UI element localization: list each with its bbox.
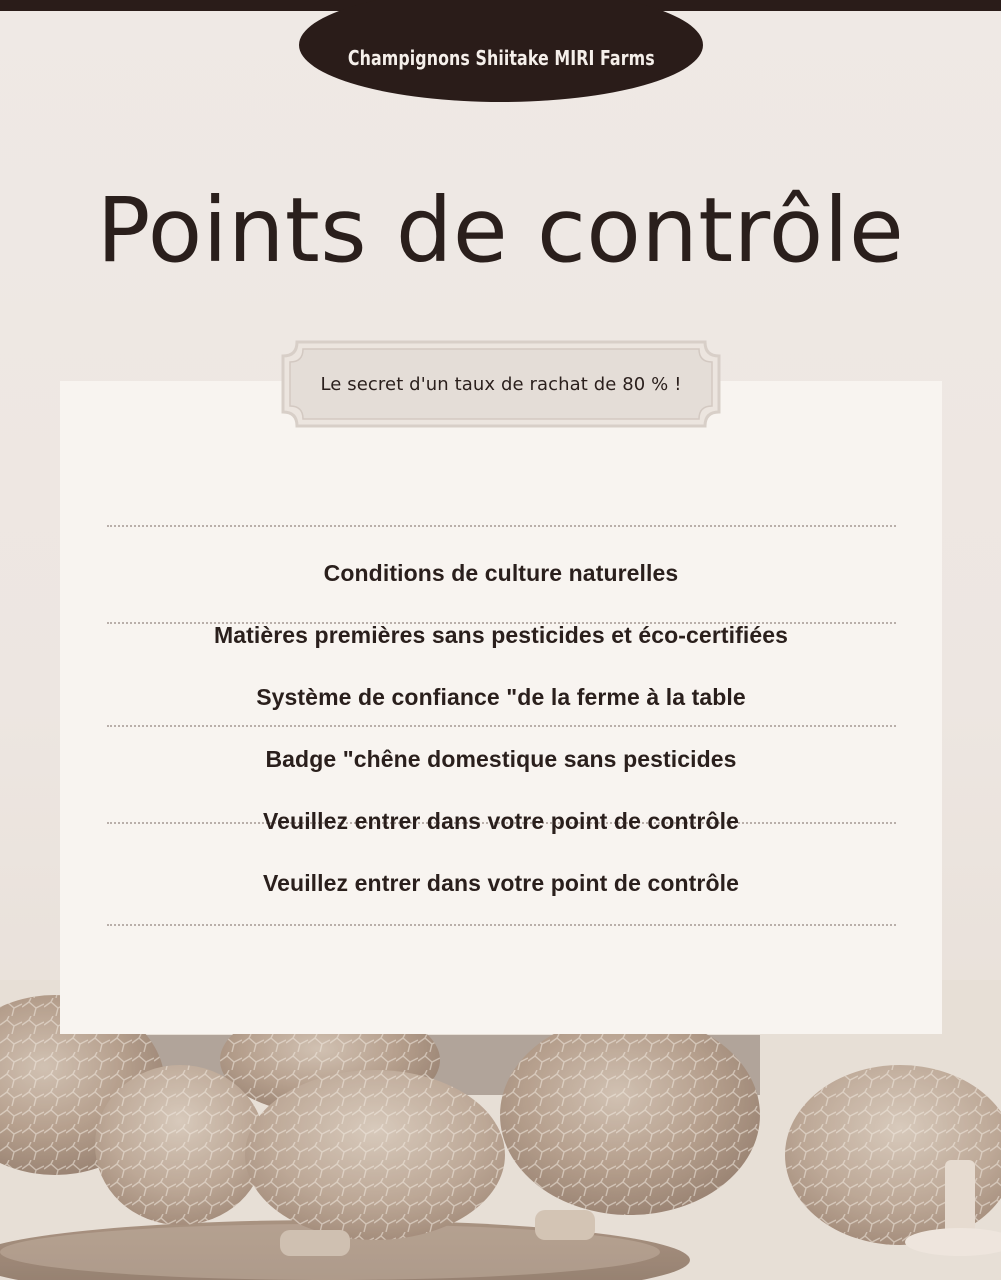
divider: [107, 725, 896, 727]
checkpoint-item: Veuillez entrer dans votre point de contrôle: [262, 808, 739, 834]
checkpoint-item: Système de confiance "de la ferme à la table: [256, 684, 746, 710]
divider: [107, 525, 896, 527]
checkpoint-item: Veuillez entrer dans votre point de contrôle: [262, 870, 739, 896]
divider: [107, 924, 896, 926]
subtitle-text: Le secret d'un taux de rachat de 80 % !: [320, 373, 682, 395]
page-title: Points de contrôle: [96, 178, 905, 282]
brand-header: [299, 0, 703, 102]
checkpoint-item: Badge "chêne domestique sans pesticides: [265, 746, 737, 772]
checkpoint-item: Conditions de culture naturelles: [323, 560, 679, 586]
checkpoint-item: Matières premières sans pesticides et éco-certifiées: [213, 622, 789, 648]
brand-name: Champignons Shiitake MIRI Farms: [347, 46, 655, 70]
subtitle-tag: [279, 338, 723, 430]
